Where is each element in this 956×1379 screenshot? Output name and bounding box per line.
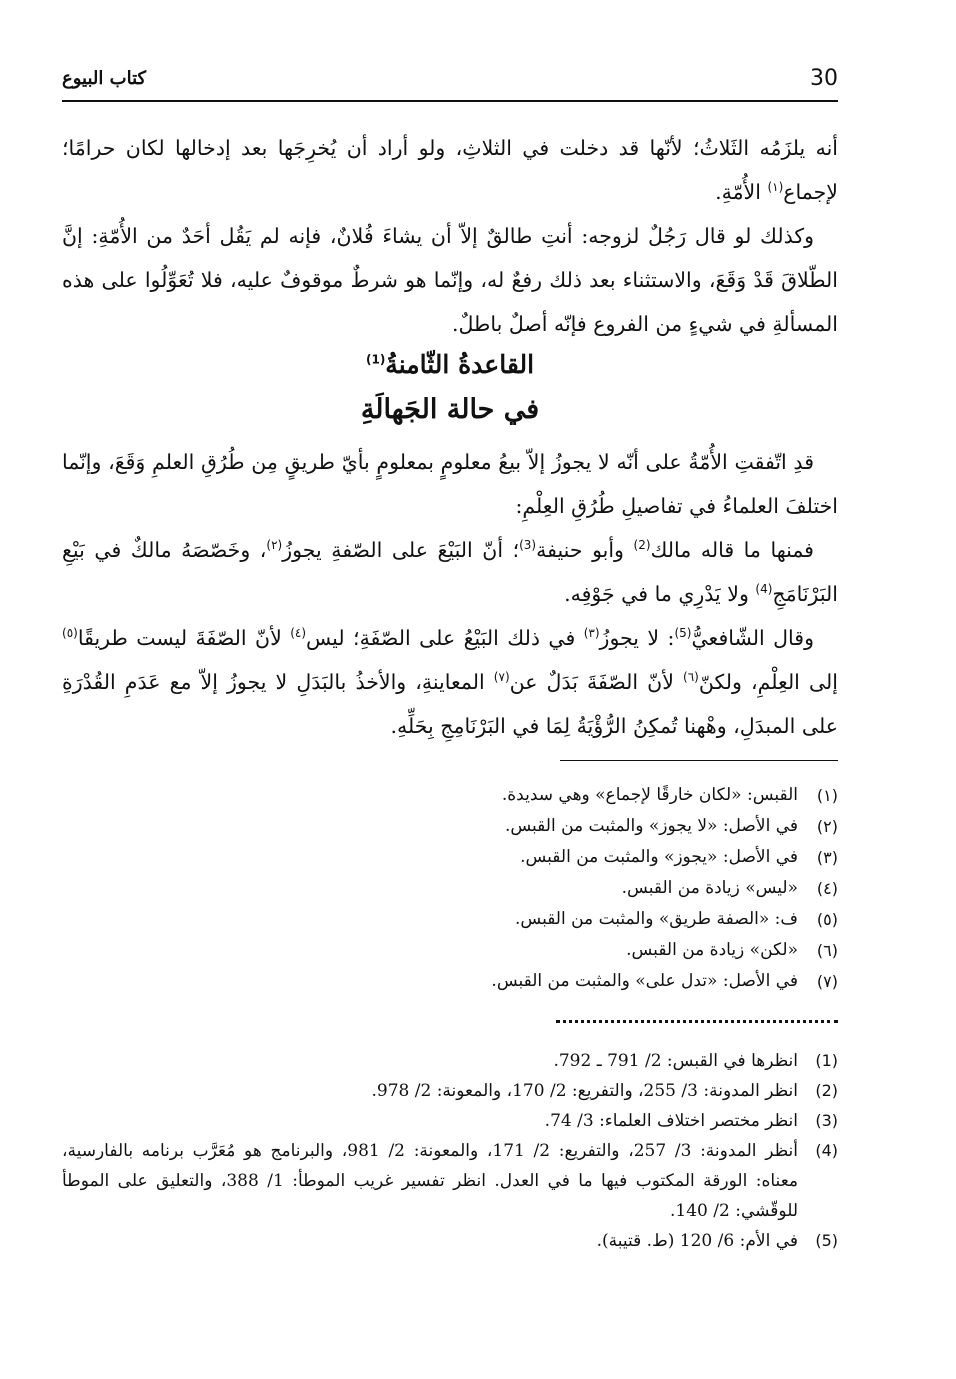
footnote-text: «ليس» زيادة من القبس. bbox=[621, 878, 798, 898]
source-footnotes bbox=[62, 1046, 838, 1256]
text-run: وأبو حنيفة bbox=[536, 538, 634, 562]
paragraph-1-text: أنه يلزَمُه الثَلاثُ؛ لأنّها قد دخلت في الثلاثِ، ولو أراد أن يُخرِجَها بعد إدخالها لكان حرامًا؛ لإجماع bbox=[62, 136, 838, 204]
paragraph-2: وكذلك لو قال رَجُلٌ لزوجه: أنتِ طالقٌ إلاّ أن يشاءَ فُلانٌ، فإنه لم يَقُل أحَدٌ من الأُمّةِ: إنَّ الطّلاقَ قَدْ وَقَعَ، والاستثناء بعد ذلك رفعٌ له، وإنّما هو شرطٌ موقوفٌ عليه، فلا تُعَوِّلُوا على هذه المسألةِ في شيءٍ من الفروع فإنّه أصلٌ باطلٌ. bbox=[62, 224, 838, 336]
text-run: في ذلك البَيْعُ على الصّفَةِ؛ ليس bbox=[306, 626, 584, 650]
paragraph-3: قدِ اتّفقتِ الأُمّةُ على أنّه لا يجوزُ إلاّ بيعُ معلومٍ بمعلومٍ بأيّ طريقٍ مِن طُرُقِ العلمِ وَقَعَ، وإنّما اختلفَ العلماءُ في تفاصيلِ طُرُقِ العِلْمِ: bbox=[62, 450, 838, 518]
footnote-ref: (٣) bbox=[583, 626, 600, 641]
footnote-ref: (٦) bbox=[683, 670, 699, 685]
text-run: وقال الشّافعيُّ bbox=[691, 626, 814, 650]
text-run: إلى العِلْمِ، ولكنّ bbox=[698, 670, 839, 694]
text-run: فمنها ما قاله مالك bbox=[650, 538, 814, 562]
footnote-ref: (٢) bbox=[266, 538, 283, 553]
footnote-number: (١) bbox=[816, 786, 838, 805]
text-run: المعاينةِ، والأخذُ بالبَدَلِ لا يجوزُ إلاّ مع عَدَمِ القُدْرَةِ على المبدَلِ، وهْهنا تُمكِنُ الرُّؤْيَةُ لِمَا في البَرْنَامِجِ بِحَلِّهِ. bbox=[62, 670, 838, 738]
footnote-number: (4) bbox=[815, 1141, 838, 1160]
footnote-text: «لكن» زيادة من القبس. bbox=[626, 940, 798, 960]
footnote-text: ف: «الصفة طريق» والمثبت من القبس. bbox=[515, 909, 798, 929]
section-heading-text: القاعدةُ الثّامنةُ bbox=[385, 350, 535, 379]
footnote-text: أنظر المدونة: 3/ 257، والتفريع: 2/ 171، والمعونة: 2/ 981، والبرنامج هو مُعَرَّب برنامه بالفارسية، معناه: الورقة المكتوب فيها ما في العدل. انظر تفسير غريب الموطأ: 1/ 388، والتعليق على الموطأ للوقّشي: 2/ 140. bbox=[62, 1141, 798, 1221]
footnote-ref: (2) bbox=[633, 538, 651, 553]
footnote-number: (٧) bbox=[816, 972, 838, 991]
footnote-text: في الأم: 6/ 120 (ط. قتيبة). bbox=[596, 1231, 798, 1251]
footnote-item bbox=[62, 1136, 838, 1226]
text-run: ؛ أنّ البَيْعَ على الصّفةِ يجوزُ bbox=[282, 538, 520, 562]
page-header bbox=[62, 66, 838, 102]
footnote-text: في الأصل: «لا يجوز» والمثبت من القبس. bbox=[504, 816, 798, 836]
footnote-item bbox=[62, 780, 838, 811]
footnote-item bbox=[62, 966, 838, 997]
footnote-ref: (4) bbox=[755, 582, 773, 597]
footnote-item bbox=[62, 1226, 838, 1256]
text-run: لأنّ الصّفَةَ ليست طريقًا bbox=[77, 626, 291, 650]
page-number: 30 bbox=[810, 66, 838, 91]
text-run: : لا يجوزُ bbox=[599, 626, 675, 650]
footnote-text: في الأصل: «يجوز» والمثبت من القبس. bbox=[520, 847, 798, 867]
paragraph-1-end: الأُمّةِ. bbox=[715, 180, 768, 204]
footnote-text: انظر مختصر اختلاف العلماء: 3/ 74. bbox=[544, 1111, 798, 1131]
footnote-number: (٤) bbox=[816, 879, 838, 898]
section-heading bbox=[62, 350, 838, 379]
footnote-text: في الأصل: «تدل على» والمثبت من القبس. bbox=[491, 971, 798, 991]
footnote-number: (5) bbox=[815, 1231, 838, 1250]
main-text-bottom bbox=[62, 440, 838, 748]
text-run: ولا يَدْرِي ما في جَوْفِه. bbox=[564, 582, 756, 606]
footnote-item bbox=[62, 904, 838, 935]
footnote-item bbox=[62, 811, 838, 842]
paragraph-5 bbox=[62, 616, 838, 748]
footnote-ref: (٤) bbox=[290, 626, 307, 641]
main-text-top bbox=[62, 126, 838, 346]
footnote-ref: (3) bbox=[519, 538, 537, 553]
dotted-divider bbox=[556, 1020, 838, 1023]
paragraph-4 bbox=[62, 528, 838, 616]
footnote-divider bbox=[560, 760, 838, 761]
footnote-item bbox=[62, 1106, 838, 1136]
paragraph-1 bbox=[62, 126, 838, 214]
footnote-text: انظر المدونة: 3/ 255، والتفريع: 2/ 170، والمعونة: 2/ 978. bbox=[371, 1081, 798, 1101]
section-subheading: في حالة الجَهالَةِ bbox=[360, 394, 540, 425]
footnote-number: (٣) bbox=[816, 848, 838, 867]
footnote-ref: (٥) bbox=[62, 626, 78, 641]
footnote-ref: (١) bbox=[767, 180, 784, 195]
footnote-item bbox=[62, 842, 838, 873]
footnote-ref: (1) bbox=[365, 352, 386, 367]
text-run: ، وخَصّصَهُ مالكٌ في بَيْعِ البَرْنَامَجِ bbox=[62, 538, 838, 606]
text-run: لأنّ الصّفَةَ بَدَلٌ عن bbox=[509, 670, 684, 694]
footnote-number: (٦) bbox=[816, 941, 838, 960]
footnote-ref: (5) bbox=[674, 626, 692, 641]
footnote-item bbox=[62, 873, 838, 904]
footnote-item bbox=[62, 1046, 838, 1076]
footnote-text: القبس: «لكان خارقًا لإجماع» وهي سديدة. bbox=[501, 785, 798, 805]
footnote-text: انظرها في القبس: 2/ 791 ـ 792. bbox=[553, 1051, 798, 1071]
footnote-number: (2) bbox=[815, 1081, 838, 1100]
footnote-item bbox=[62, 1076, 838, 1106]
footnote-number: (1) bbox=[815, 1051, 838, 1070]
editor-footnotes bbox=[62, 780, 838, 997]
footnote-number: (٢) bbox=[816, 817, 838, 836]
running-title: كتاب البيوع bbox=[62, 68, 147, 89]
footnote-item bbox=[62, 935, 838, 966]
footnote-ref: (٧) bbox=[493, 670, 510, 685]
footnote-number: (٥) bbox=[816, 910, 838, 929]
footnote-number: (3) bbox=[815, 1111, 838, 1130]
